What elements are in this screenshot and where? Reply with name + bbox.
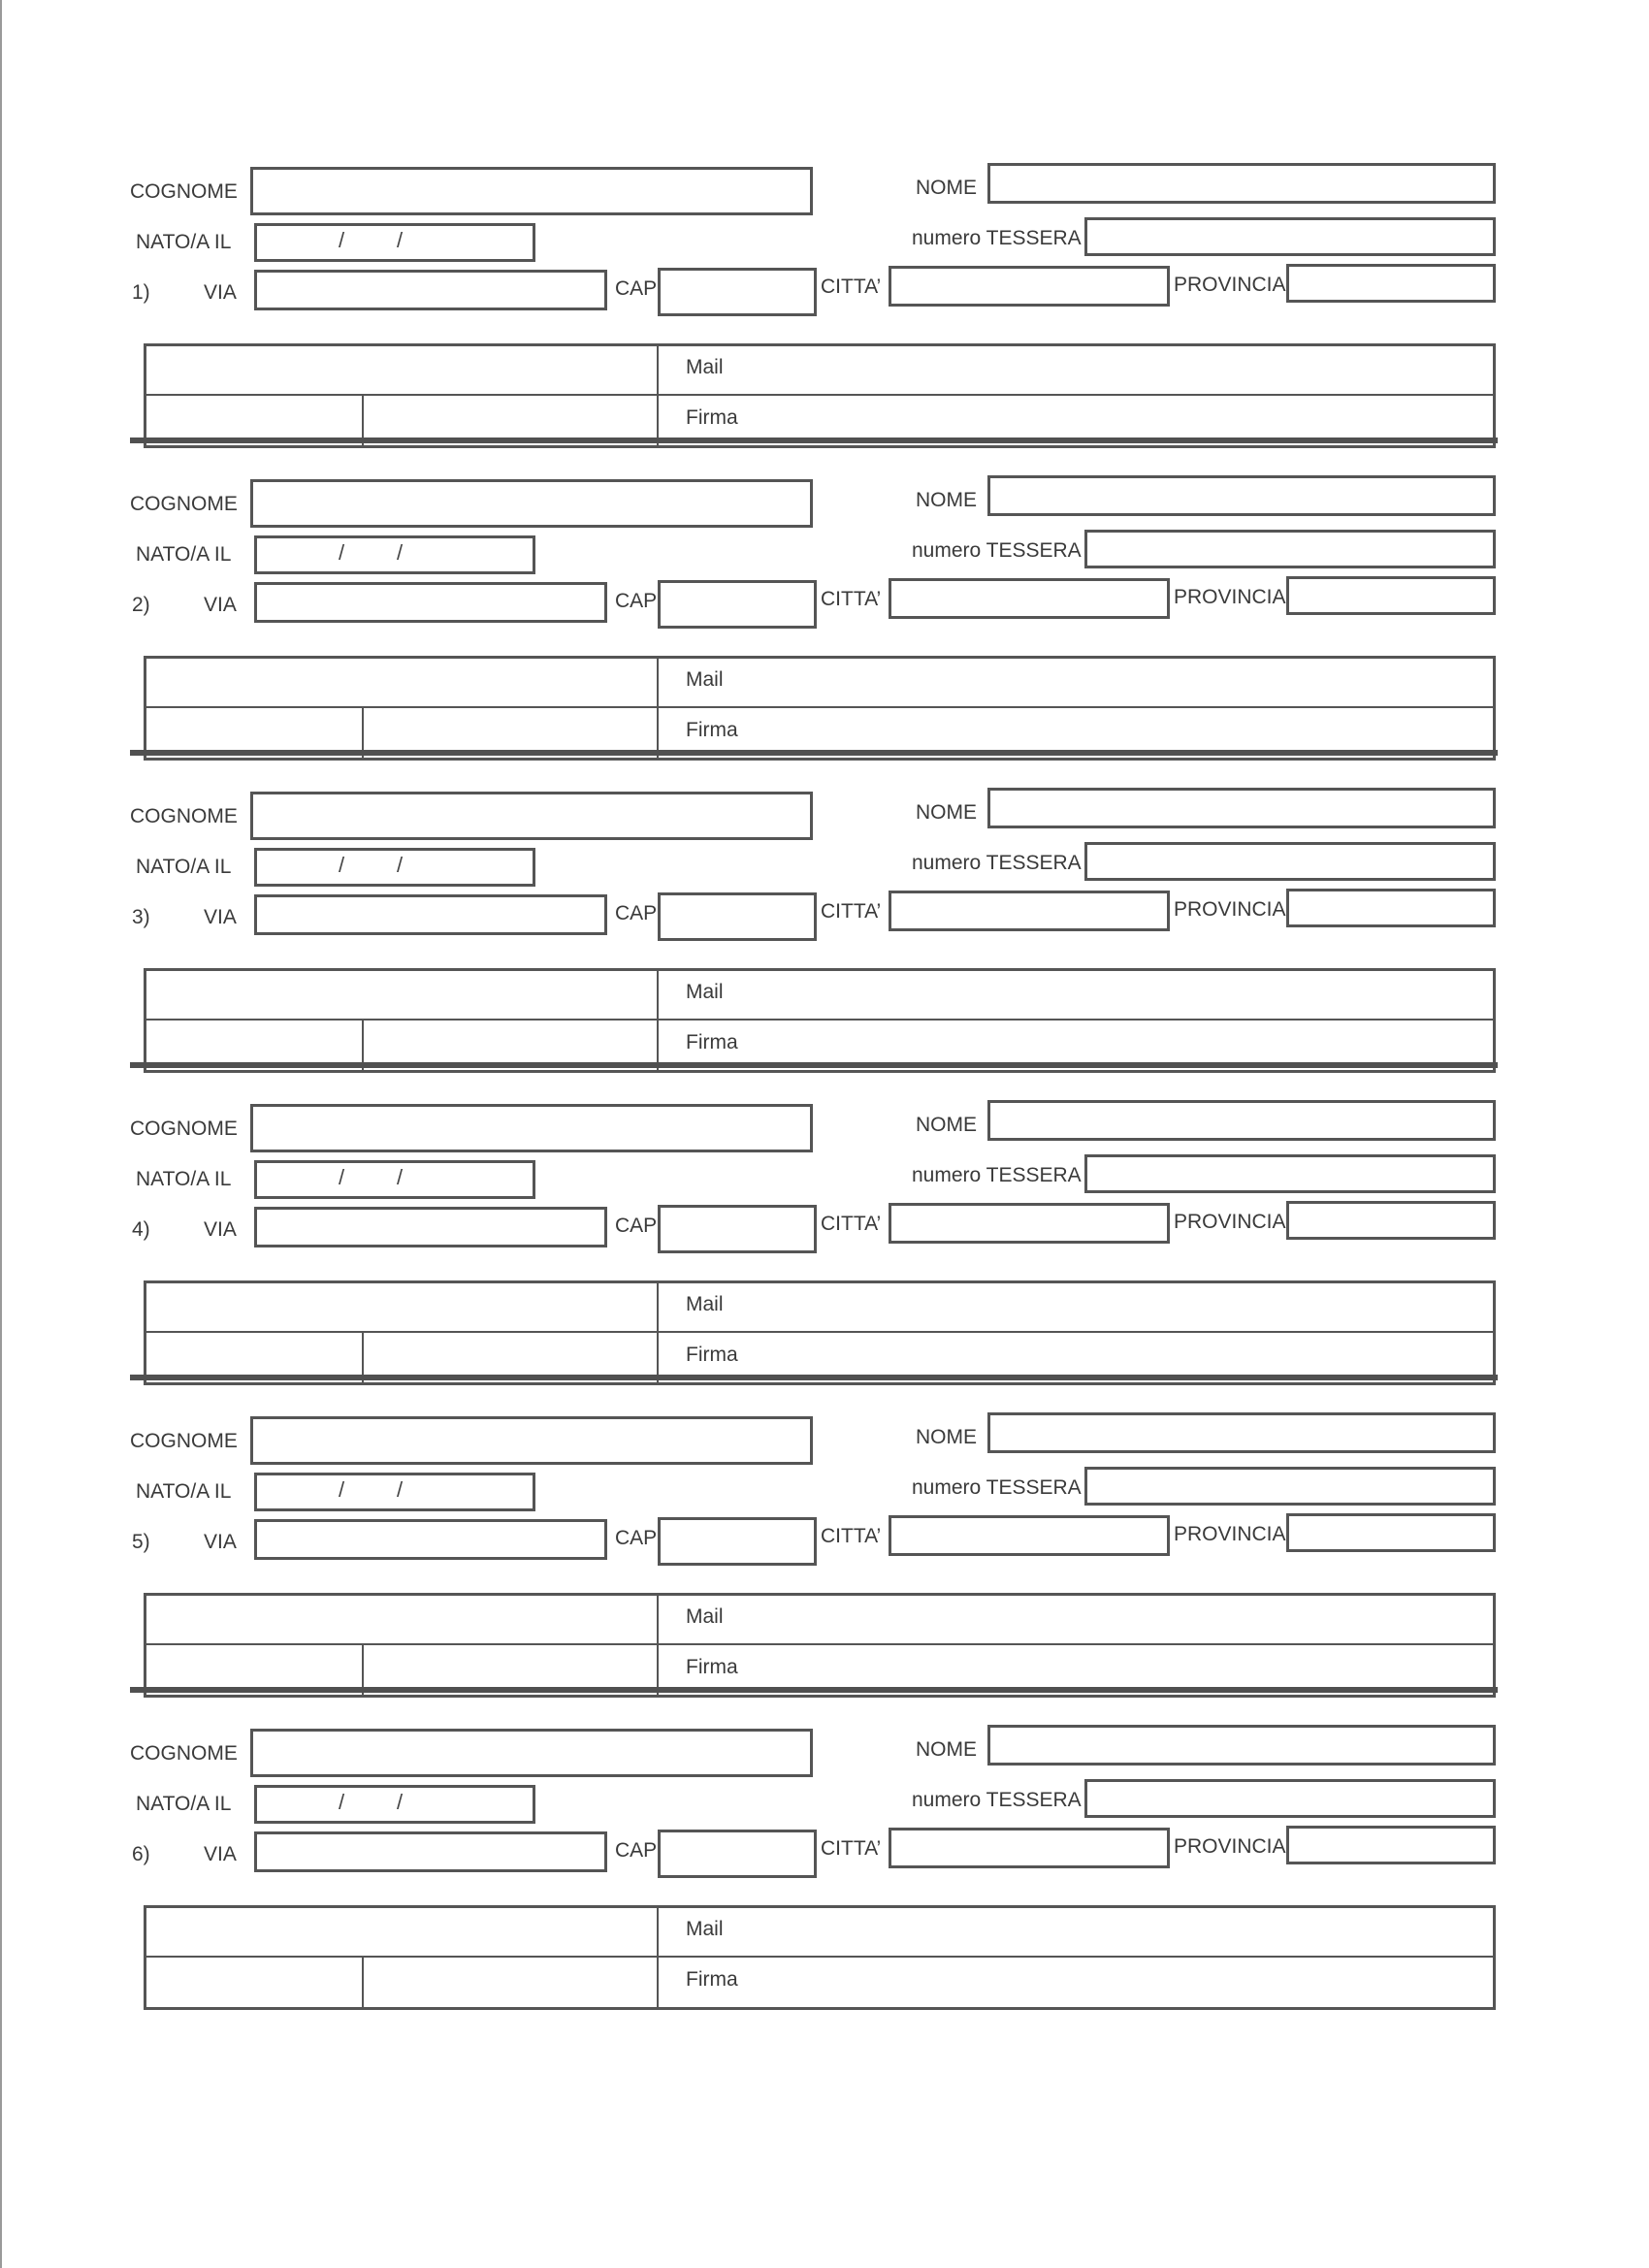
firma-label: Firma (686, 406, 738, 429)
date-separator: / (397, 853, 404, 877)
record-number: 6) (132, 1843, 150, 1865)
provincia-field[interactable] (1286, 889, 1496, 927)
nome-field[interactable] (987, 1412, 1496, 1453)
nato-label: NATO/A IL (136, 543, 232, 566)
nome-field[interactable] (987, 1100, 1496, 1141)
nome-field[interactable] (987, 163, 1496, 204)
cognome-label: COGNOME (130, 1430, 238, 1452)
nome-field[interactable] (987, 475, 1496, 516)
record-divider (130, 750, 1498, 756)
grid-column-divider (657, 1283, 659, 1382)
cognome-label: COGNOME (130, 493, 238, 515)
cognome-field[interactable] (250, 167, 813, 215)
citta-label: CITTA’ (821, 275, 882, 298)
via-label: VIA (204, 906, 237, 928)
tessera-field[interactable] (1084, 1154, 1496, 1193)
cap-label: CAP (615, 1215, 658, 1237)
record-divider (130, 437, 1498, 443)
cognome-label: COGNOME (130, 1118, 238, 1140)
firma-label: Firma (686, 1344, 738, 1366)
cap-label: CAP (615, 1527, 658, 1549)
citta-field[interactable] (889, 578, 1170, 619)
grid-row-divider (146, 394, 1493, 396)
mail-label: Mail (686, 356, 724, 378)
via-field[interactable] (254, 894, 607, 935)
citta-field[interactable] (889, 1203, 1170, 1244)
birth-date-field[interactable] (254, 223, 535, 262)
member-record (130, 792, 1507, 1083)
contact-grid (144, 343, 1496, 448)
tessera-field[interactable] (1084, 842, 1496, 881)
cognome-field[interactable] (250, 1416, 813, 1465)
provincia-label: PROVINCIA (1174, 898, 1286, 921)
provincia-field[interactable] (1286, 1826, 1496, 1864)
record-divider (130, 1687, 1498, 1693)
provincia-label: PROVINCIA (1174, 1211, 1286, 1233)
contact-grid (144, 1593, 1496, 1698)
mail-label: Mail (686, 1605, 724, 1628)
cap-field[interactable] (658, 1205, 817, 1253)
grid-column-divider (657, 1908, 659, 2007)
grid-column-divider (657, 346, 659, 445)
member-record (130, 1729, 1507, 2020)
tessera-label: numero TESSERA (912, 227, 1082, 249)
date-separator: / (339, 1477, 345, 1502)
citta-label: CITTA’ (821, 1525, 882, 1547)
citta-field[interactable] (889, 1828, 1170, 1868)
nome-label: NOME (916, 177, 977, 199)
cognome-label: COGNOME (130, 805, 238, 827)
record-divider (130, 1375, 1498, 1380)
mail-label: Mail (686, 1293, 724, 1315)
record-divider (130, 1062, 1498, 1068)
citta-label: CITTA’ (821, 900, 882, 923)
member-record (130, 479, 1507, 770)
tessera-label: numero TESSERA (912, 852, 1082, 874)
cognome-label: COGNOME (130, 180, 238, 203)
grid-row-divider (146, 706, 1493, 708)
cap-field[interactable] (658, 580, 817, 629)
firma-label: Firma (686, 1968, 738, 1991)
contact-grid (144, 1905, 1496, 2010)
provincia-field[interactable] (1286, 1201, 1496, 1240)
nome-field[interactable] (987, 1725, 1496, 1766)
cognome-field[interactable] (250, 792, 813, 840)
citta-field[interactable] (889, 266, 1170, 307)
via-label: VIA (204, 1218, 237, 1241)
provincia-label: PROVINCIA (1174, 1835, 1286, 1858)
cognome-label: COGNOME (130, 1742, 238, 1765)
date-separator: / (339, 540, 345, 565)
grid-row-divider (146, 1019, 1493, 1021)
tessera-label: numero TESSERA (912, 539, 1082, 562)
record-number: 1) (132, 281, 150, 304)
nome-label: NOME (916, 801, 977, 824)
cognome-field[interactable] (250, 1104, 813, 1152)
citta-field[interactable] (889, 1515, 1170, 1556)
birth-date-field[interactable] (254, 848, 535, 887)
grid-column-divider (657, 971, 659, 1070)
nato-label: NATO/A IL (136, 1480, 232, 1503)
provincia-field[interactable] (1286, 1513, 1496, 1552)
date-separator: / (339, 1165, 345, 1189)
nato-label: NATO/A IL (136, 856, 232, 878)
via-field[interactable] (254, 1519, 607, 1560)
cap-field[interactable] (658, 1517, 817, 1566)
record-number: 5) (132, 1531, 150, 1553)
mail-label: Mail (686, 668, 724, 691)
citta-label: CITTA’ (821, 1837, 882, 1860)
cap-label: CAP (615, 902, 658, 924)
cognome-field[interactable] (250, 1729, 813, 1777)
cap-label: CAP (615, 277, 658, 300)
date-separator: / (397, 540, 404, 565)
provincia-label: PROVINCIA (1174, 1523, 1286, 1545)
date-separator: / (397, 1165, 404, 1189)
tessera-label: numero TESSERA (912, 1164, 1082, 1186)
grid-row-divider (146, 1956, 1493, 1958)
nome-field[interactable] (987, 788, 1496, 828)
date-separator: / (339, 1790, 345, 1814)
firma-label: Firma (686, 719, 738, 741)
birth-date-field[interactable] (254, 1473, 535, 1511)
cognome-field[interactable] (250, 479, 813, 528)
tessera-label: numero TESSERA (912, 1476, 1082, 1499)
nome-label: NOME (916, 1114, 977, 1136)
contact-grid (144, 656, 1496, 761)
citta-label: CITTA’ (821, 588, 882, 610)
cap-field[interactable] (658, 268, 817, 316)
member-record (130, 167, 1507, 458)
provincia-field[interactable] (1286, 264, 1496, 303)
via-field[interactable] (254, 1207, 607, 1247)
birth-date-field[interactable] (254, 1160, 535, 1199)
nome-label: NOME (916, 1738, 977, 1761)
via-label: VIA (204, 1531, 237, 1553)
record-number: 3) (132, 906, 150, 928)
cap-field[interactable] (658, 892, 817, 941)
grid-column-divider (657, 659, 659, 758)
cap-label: CAP (615, 1839, 658, 1862)
mail-label: Mail (686, 1918, 724, 1940)
date-separator: / (339, 228, 345, 252)
date-separator: / (397, 228, 404, 252)
cap-label: CAP (615, 590, 658, 612)
page-edge (0, 0, 2, 2268)
member-record (130, 1104, 1507, 1395)
tessera-field[interactable] (1084, 217, 1496, 256)
contact-grid (144, 1280, 1496, 1385)
grid-row-divider (146, 1643, 1493, 1645)
record-number: 2) (132, 594, 150, 616)
tessera-field[interactable] (1084, 530, 1496, 568)
mail-label: Mail (686, 981, 724, 1003)
grid-row-divider (146, 1331, 1493, 1333)
provincia-field[interactable] (1286, 576, 1496, 615)
date-separator: / (397, 1477, 404, 1502)
date-separator: / (339, 853, 345, 877)
nato-label: NATO/A IL (136, 1793, 232, 1815)
via-label: VIA (204, 1843, 237, 1865)
nome-label: NOME (916, 489, 977, 511)
grid-column-divider (362, 1956, 364, 2007)
via-field[interactable] (254, 1831, 607, 1872)
tessera-label: numero TESSERA (912, 1789, 1082, 1811)
member-record (130, 1416, 1507, 1707)
via-field[interactable] (254, 582, 607, 623)
citta-label: CITTA’ (821, 1213, 882, 1235)
tessera-field[interactable] (1084, 1467, 1496, 1506)
nato-label: NATO/A IL (136, 1168, 232, 1190)
via-label: VIA (204, 594, 237, 616)
record-number: 4) (132, 1218, 150, 1241)
cap-field[interactable] (658, 1830, 817, 1878)
nome-label: NOME (916, 1426, 977, 1448)
grid-column-divider (657, 1596, 659, 1695)
birth-date-field[interactable] (254, 535, 535, 574)
provincia-label: PROVINCIA (1174, 586, 1286, 608)
provincia-label: PROVINCIA (1174, 274, 1286, 296)
birth-date-field[interactable] (254, 1785, 535, 1824)
tessera-field[interactable] (1084, 1779, 1496, 1818)
nato-label: NATO/A IL (136, 231, 232, 253)
firma-label: Firma (686, 1031, 738, 1053)
via-field[interactable] (254, 270, 607, 310)
contact-grid (144, 968, 1496, 1073)
via-label: VIA (204, 281, 237, 304)
firma-label: Firma (686, 1656, 738, 1678)
citta-field[interactable] (889, 891, 1170, 931)
date-separator: / (397, 1790, 404, 1814)
